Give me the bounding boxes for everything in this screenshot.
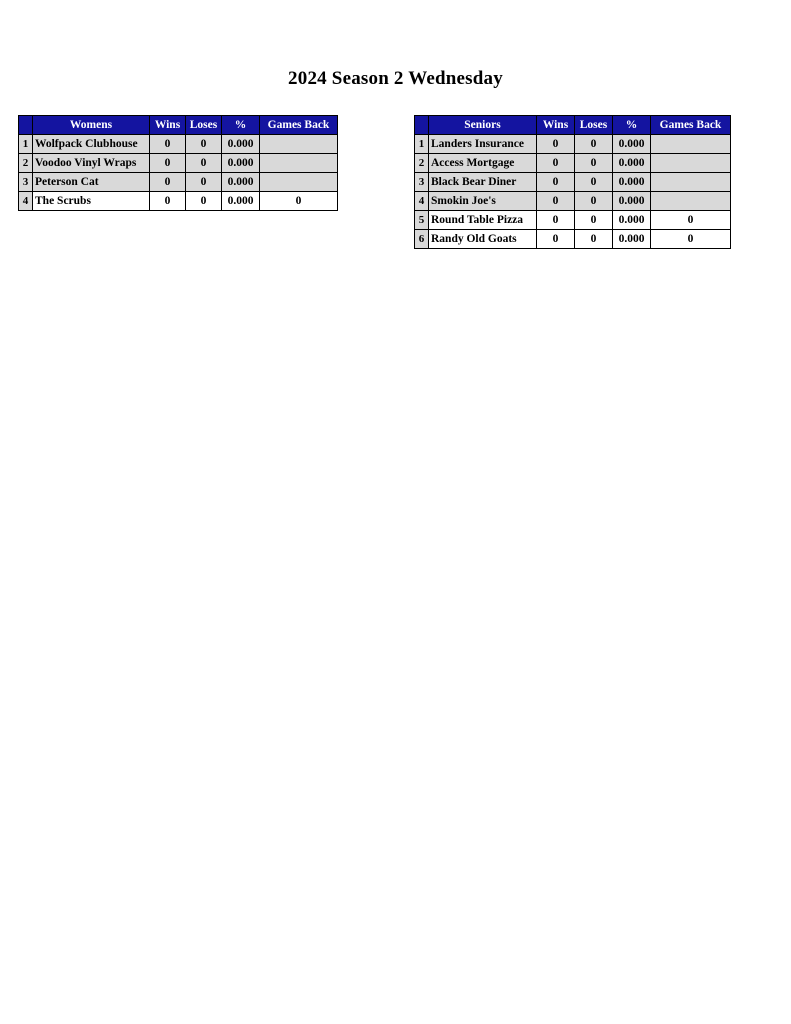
table-row — [19, 192, 338, 211]
table-row — [415, 211, 731, 230]
seniors-standings-table — [414, 115, 731, 249]
row-games-back — [260, 173, 338, 192]
column-header-games-back: Games Back — [260, 116, 338, 135]
row-rank: 5 — [415, 211, 429, 230]
column-header-loses: Loses — [575, 116, 613, 135]
row-rank: 4 — [19, 192, 33, 211]
row-wins: 0 — [537, 173, 575, 192]
table-row — [415, 135, 731, 154]
table-header-row — [19, 116, 338, 135]
row-team: Wolfpack Clubhouse — [33, 135, 150, 154]
row-pct: 0.000 — [613, 154, 651, 173]
row-rank: 1 — [19, 135, 33, 154]
row-loses: 0 — [575, 230, 613, 249]
column-header-rank — [415, 116, 429, 135]
row-loses: 0 — [575, 173, 613, 192]
table-row — [415, 173, 731, 192]
table-row — [19, 154, 338, 173]
row-rank: 4 — [415, 192, 429, 211]
column-header-pct: % — [613, 116, 651, 135]
row-loses: 0 — [575, 192, 613, 211]
row-wins: 0 — [537, 135, 575, 154]
row-loses: 0 — [186, 135, 222, 154]
row-wins: 0 — [537, 230, 575, 249]
table-row — [415, 192, 731, 211]
row-loses: 0 — [186, 154, 222, 173]
table-row — [19, 135, 338, 154]
row-wins: 0 — [537, 154, 575, 173]
column-header-team: Seniors — [429, 116, 537, 135]
row-games-back — [651, 154, 731, 173]
row-team: Landers Insurance — [429, 135, 537, 154]
row-team: Round Table Pizza — [429, 211, 537, 230]
column-header-pct: % — [222, 116, 260, 135]
row-pct: 0.000 — [222, 173, 260, 192]
row-pct: 0.000 — [613, 173, 651, 192]
row-games-back — [260, 135, 338, 154]
row-rank: 3 — [19, 173, 33, 192]
table-header-row — [415, 116, 731, 135]
row-rank: 2 — [19, 154, 33, 173]
row-games-back: 0 — [260, 192, 338, 211]
column-header-team: Womens — [33, 116, 150, 135]
seniors-standings-container — [414, 115, 731, 249]
row-pct: 0.000 — [613, 192, 651, 211]
column-header-rank — [19, 116, 33, 135]
row-games-back — [651, 173, 731, 192]
row-loses: 0 — [575, 211, 613, 230]
row-games-back — [651, 135, 731, 154]
table-row — [19, 173, 338, 192]
row-wins: 0 — [150, 173, 186, 192]
row-loses: 0 — [186, 192, 222, 211]
row-pct: 0.000 — [222, 192, 260, 211]
table-row — [415, 230, 731, 249]
row-pct: 0.000 — [222, 135, 260, 154]
row-pct: 0.000 — [613, 135, 651, 154]
row-team: Voodoo Vinyl Wraps — [33, 154, 150, 173]
row-team: Access Mortgage — [429, 154, 537, 173]
column-header-wins: Wins — [537, 116, 575, 135]
page-title: 2024 Season 2 Wednesday — [288, 68, 503, 89]
row-team: Black Bear Diner — [429, 173, 537, 192]
row-team: Smokin Joe's — [429, 192, 537, 211]
row-loses: 0 — [186, 173, 222, 192]
column-header-games-back: Games Back — [651, 116, 731, 135]
row-wins: 0 — [150, 192, 186, 211]
row-games-back — [651, 192, 731, 211]
row-rank: 2 — [415, 154, 429, 173]
row-rank: 1 — [415, 135, 429, 154]
row-games-back: 0 — [651, 211, 731, 230]
row-pct: 0.000 — [613, 211, 651, 230]
table-row — [415, 154, 731, 173]
row-wins: 0 — [537, 211, 575, 230]
womens-standings-table — [18, 115, 338, 211]
row-loses: 0 — [575, 135, 613, 154]
row-rank: 6 — [415, 230, 429, 249]
row-team: Randy Old Goats — [429, 230, 537, 249]
row-loses: 0 — [575, 154, 613, 173]
row-wins: 0 — [150, 154, 186, 173]
row-wins: 0 — [537, 192, 575, 211]
row-team: The Scrubs — [33, 192, 150, 211]
row-pct: 0.000 — [613, 230, 651, 249]
row-games-back: 0 — [651, 230, 731, 249]
row-pct: 0.000 — [222, 154, 260, 173]
column-header-loses: Loses — [186, 116, 222, 135]
womens-standings-container — [18, 115, 338, 211]
column-header-wins: Wins — [150, 116, 186, 135]
row-rank: 3 — [415, 173, 429, 192]
row-wins: 0 — [150, 135, 186, 154]
row-team: Peterson Cat — [33, 173, 150, 192]
row-games-back — [260, 154, 338, 173]
